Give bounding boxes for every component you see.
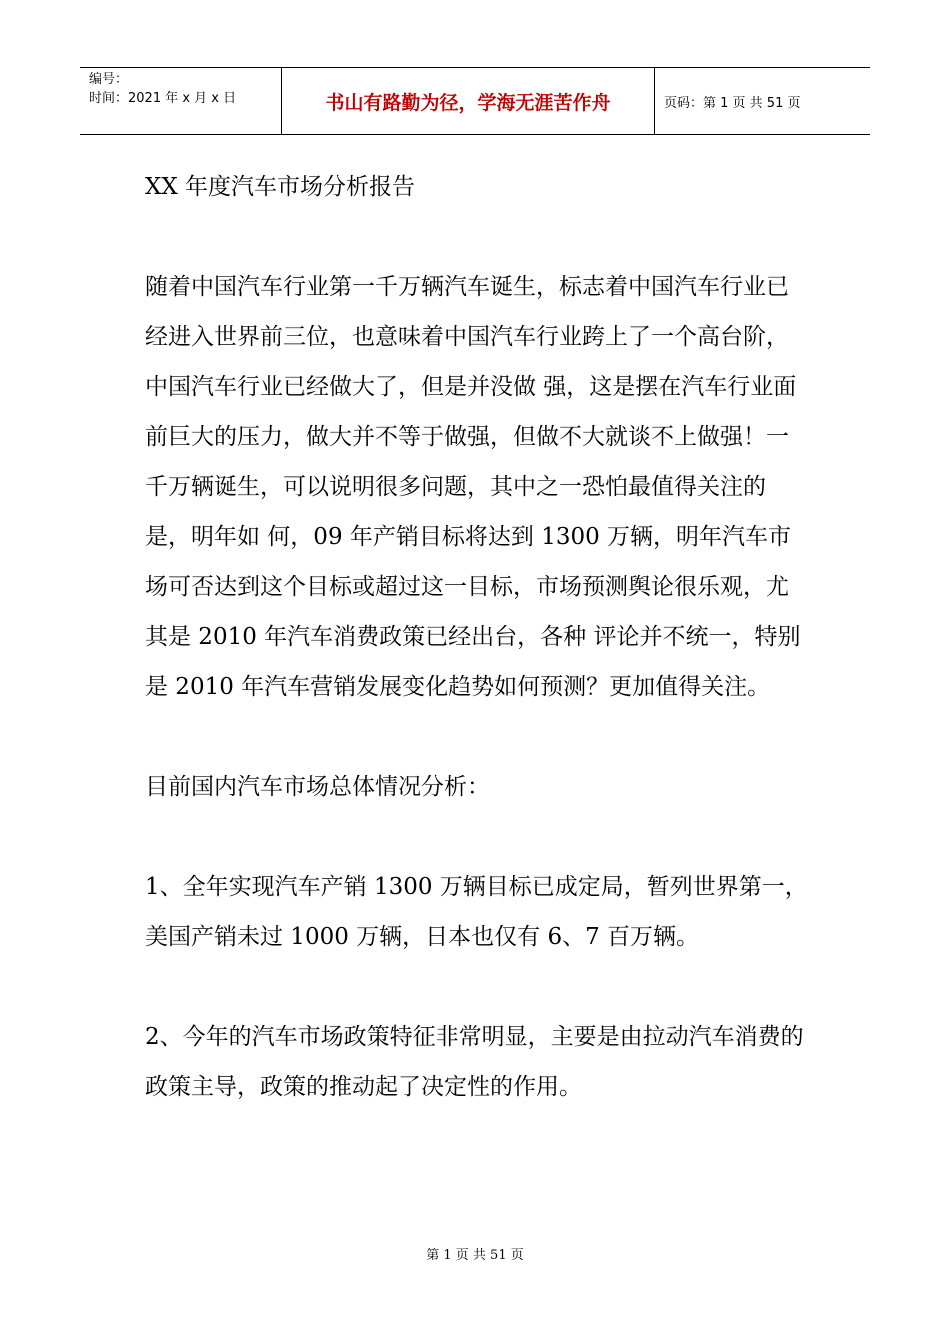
page-header <box>80 67 870 135</box>
document-body <box>145 162 810 1112</box>
header-motto: 书山有路勤为径，学海无涯苦作舟 <box>282 68 655 134</box>
page-footer: 第 1 页 共 51 页 <box>426 1248 524 1263</box>
document-title: XX 年度汽车市场分析报告 <box>145 174 416 200</box>
header-page-info: 页码：第 1 页 共 51 页 <box>664 95 801 111</box>
number-label: 编号： <box>89 72 129 87</box>
list-item: 1、全年实现汽车产销 1300 万辆目标已成定局，暂列世界第一，美国产销未过 1000 万辆，日本也仅有 6、7 百万辆。 <box>145 874 808 950</box>
section-heading: 目前国内汽车市场总体情况分析： <box>145 774 490 800</box>
date-label: 时间：2021 年 x 月 x 日 <box>89 91 237 106</box>
list-item: 2、今年的汽车市场政策特征非常明显，主要是由拉动汽车消费的政策主导，政策的推动起了决定性的作用。 <box>145 1024 804 1100</box>
paragraph: 随着中国汽车行业第一千万辆汽车诞生，标志着中国汽车行业已经进入世界前三位，也意味着中国汽车行业跨上了一个高台阶，中国汽车行业已经做大了，但是并没做 强，这是摆在汽车行业面前巨大的压力，做大并不等于做强，但做不大就谈不上做强！一千万辆诞生，可以说明很多问题，其中之一恐怕最值得关注的是，明年如 何，09 年产销目标将达到 1300 万辆，明年汽车市场可否达到这个目标或超过这一目标，市场预测舆论很乐观，尤其是 2010 年汽车消费政策已经出台，各种 评论并不统一，特别是 2010 年汽车营销发展变化趋势如何预测？更加值得关注。 <box>145 274 801 700</box>
header-meta <box>80 68 282 134</box>
